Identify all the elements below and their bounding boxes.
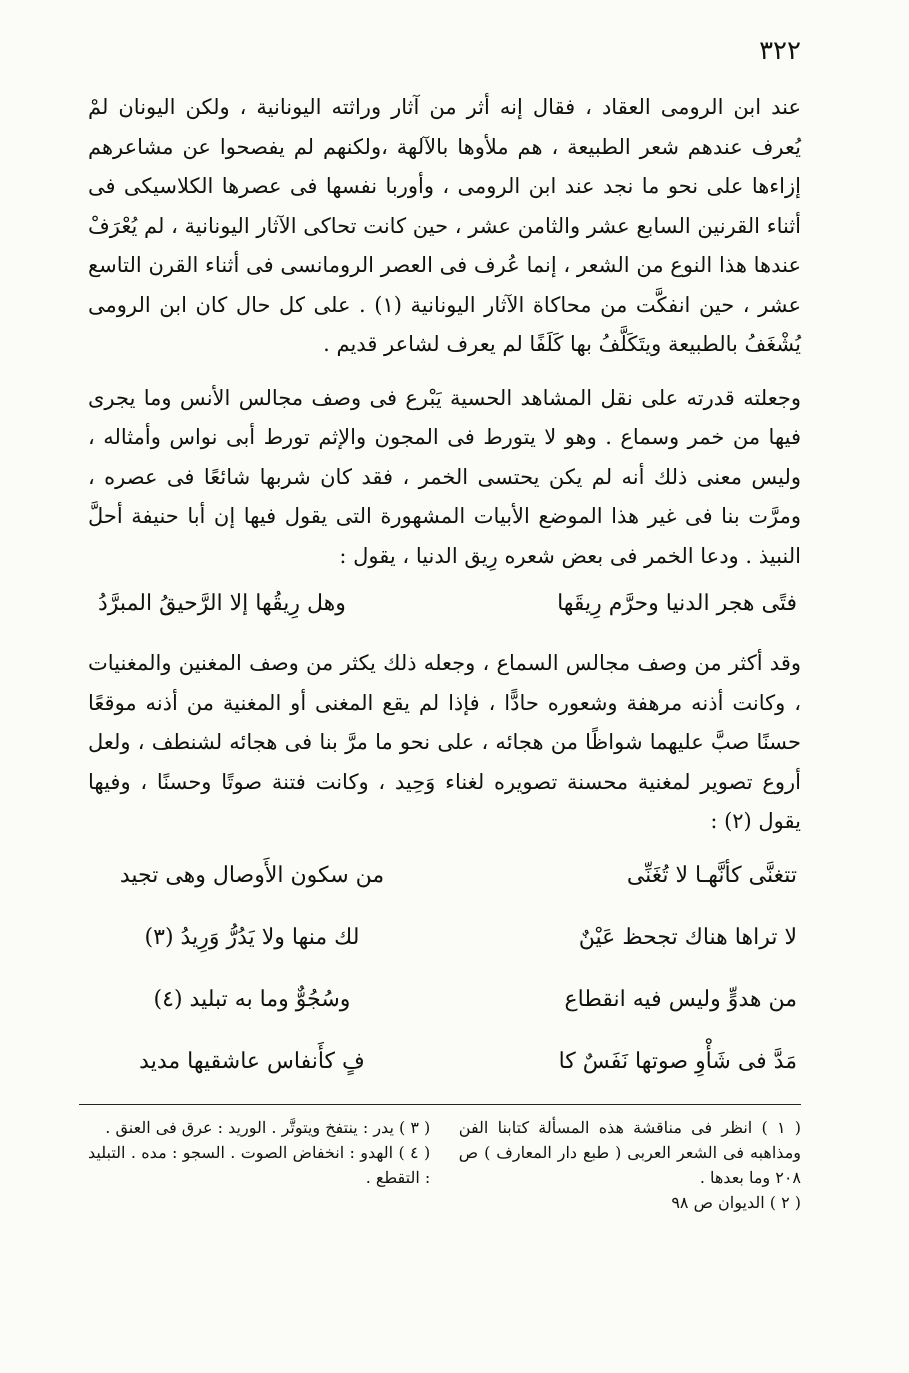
verse-hemistich-first: مَدَّ فى شَأْوِ صوتها نَفَسٌ كا (558, 1048, 797, 1074)
footnote-4: ( ٤ ) الهدو : انخفاض الصوت . السجو : مده . التبليد : التقطع . (88, 1142, 431, 1187)
verse-hemistich-second: فٍ كأَنفاس عاشقيها مديد (139, 1048, 365, 1074)
paragraph-3: وقد أكثر من وصف مجالس السماع ، وجعله ذلك يكثر من وصف المغنين والمغنيات ، وكانت أذنه مرهفة وشعوره حادًّا ، فإذا لم يقع المغنى أو المغنية من أذنه موقعًا حسنًا صبَّ عليهما شواظًا من هجائه ، على نحو ما مرَّ بنا فى هجائه لشنطف ، ولعل أروع تصوير لمغنية محسنة تصويره لغناء وَحِيد ، وكانت فتنة صوتًا وحسنًا ، وفيها يقول (٢) : (88, 651, 801, 833)
paragraph-2: وجعلته قدرته على نقل المشاهد الحسية يَبْرع فى وصف مجالس الأنس وما يجرى فيها من خمر وسماع . وهو لا يتورط فى المجون والإثم تورط أبى نواس وأمثاله ، وليس معنى ذلك أنه لم يكن يحتسى الخمر ، فقد كان شربها شائعًا فى عصره ، ومرَّت بنا فى غير هذا الموضع الأبيات المشهورة التى يقول فيها إن أبا حنيفة أحلَّ النبيذ . ودعا الخمر فى بعض شعره رِيق الدنيا ، يقول : (88, 385, 801, 568)
verse-line (88, 980, 801, 1020)
footnotes (88, 1115, 801, 1215)
verse-hemistich-first: فتًى هجر الدنيا وحرَّم رِيقَها (557, 591, 797, 616)
footnote-2: ( ٢ ) الديوان ص ٩٨ (671, 1192, 801, 1212)
verse-hemistich-first: من هدوٍّ وليس فيه انقطاع (564, 986, 797, 1012)
verse-hemistich-second: وسُجُوٌّ وما به تبليد (٤) (153, 986, 351, 1012)
verse-line (88, 1042, 801, 1082)
footnote-3: ( ٣ ) يدر : ينتفخ ويتوتَّر . الوريد : عرق فى العنق . (105, 1117, 431, 1137)
verse-riq-al-dunya (98, 584, 797, 624)
footnotes-left-column (88, 1115, 430, 1215)
poem-wahid (88, 856, 801, 1082)
page-number: ٣٢٢ (759, 36, 801, 66)
footnotes-right-column (459, 1115, 801, 1215)
main-text (88, 88, 801, 1082)
paragraph-1: عند ابن الرومى العقاد ، فقال إنه أثر من آثار وراثته اليونانية ، ولكن اليونان لمْ يُعرف عندهم شعر الطبيعة ، هم ملأوها بالآلهة ،ولكنهم لم يفصحوا عن مشاعرهم إزاءها على نحو ما نجد عند ابن الرومى ، وأوربا نفسها فى عصرها الكلاسيكى فى أثناء القرنين السابع عشر والثامن عشر ، حين كانت تحاكى الآثار اليونانية ، لم يُعْرَفْ عندها هذا النوع من الشعر ، إنما عُرف فى العصر الرومانسى فى أثناء القرن التاسع عشر ، حين انفكَّت من محاكاة الآثار اليونانية (١) . على كل حال كان ابن الرومى يُشْغَفُ بالطبيعة ويتَكَلَّفُ بها كَلَفًا لم يعرف لشاعر قديم . (88, 95, 801, 356)
footnote-1: ( ١ ) انظر فى مناقشة هذه المسألة كتابنا الفن ومذاهبه فى الشعر العربى ( طبع دار المعارف ) ص ٢٠٨ وما بعدها . (458, 1117, 802, 1187)
verse-hemistich-second: وهل رِيقُها إلا الرَّحيقُ المبرَّدُ (98, 591, 346, 616)
verse-hemistich-first: تتغنَّى كأنَّهـا لا تُغَنِّى (626, 862, 797, 888)
verse-hemistich-first: لا تراها هناك تجحظ عَيْنٌ (578, 924, 797, 950)
footnote-divider (79, 1104, 801, 1105)
verse-hemistich-second: لك منها ولا يَدُرُّ وَرِيدُ (٣) (144, 924, 360, 950)
verse-line (88, 856, 801, 896)
verse-hemistich-second: من سكون الأَوصال وهى تجيد (119, 862, 385, 888)
verse-line (88, 918, 801, 958)
